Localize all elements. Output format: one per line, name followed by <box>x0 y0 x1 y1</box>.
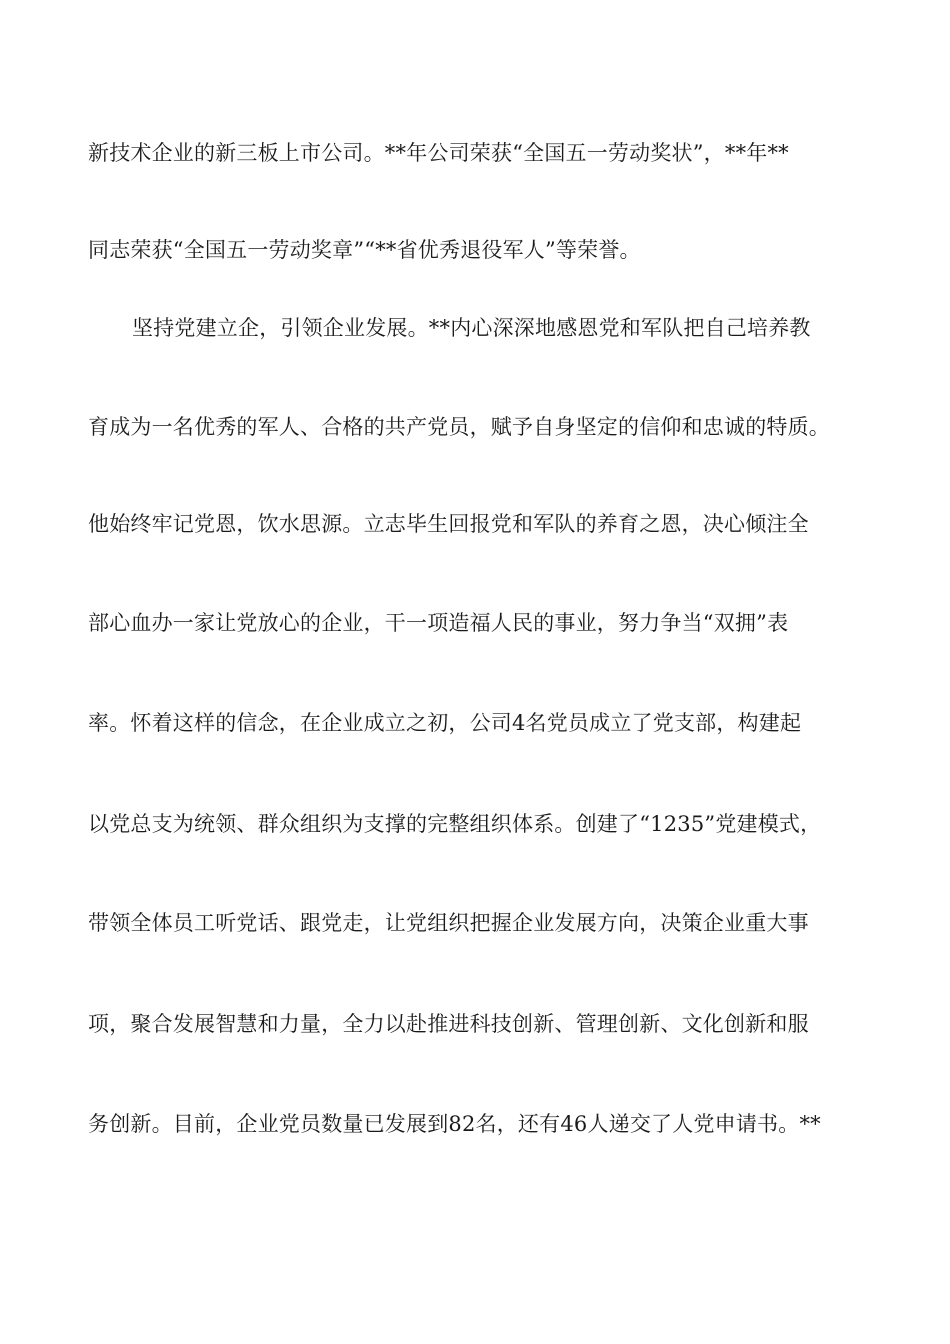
text-line-2: 同志荣获“全国五一劳动奖章”“**省优秀退役军人”等荣誉。 <box>88 238 641 262</box>
text-line-10: 项，聚合发展智慧和力量，全力以赴推进科技创新、管理创新、文化创新和服 <box>88 1012 809 1036</box>
text-line-7: 率。怀着这样的信念，在企业成立之初，公司4名党员成立了党支部，构建起 <box>88 711 802 735</box>
paragraph-start-line: 坚持党建立企，引领企业发展。**内心深深地感恩党和军队把自己培养教 <box>132 316 811 340</box>
text-line-1: 新技术企业的新三板上市公司。**年公司荣获“全国五一劳动奖状”，**年** <box>88 141 789 165</box>
text-line-9: 带领全体员工听党话、跟党走，让党组织把握企业发展方向，决策企业重大事 <box>88 911 809 935</box>
text-line-11: 务创新。目前，企业党员数量已发展到82名，还有46人递交了人党申请书。** <box>88 1112 821 1136</box>
text-line-5: 他始终牢记党恩，饮水思源。立志毕生回报党和军队的养育之恩，决心倾注全 <box>88 512 809 536</box>
text-line-6: 部心血办一家让党放心的企业，干一项造福人民的事业，努力争当“双拥”表 <box>88 611 789 635</box>
text-line-4: 育成为一名优秀的军人、合格的共产党员，赋予自身坚定的信仰和忠诚的特质。 <box>88 415 830 439</box>
text-line-8: 以党总支为统领、群众组织为支撑的完整组织体系。创建了“1235”党建模式， <box>88 812 822 836</box>
